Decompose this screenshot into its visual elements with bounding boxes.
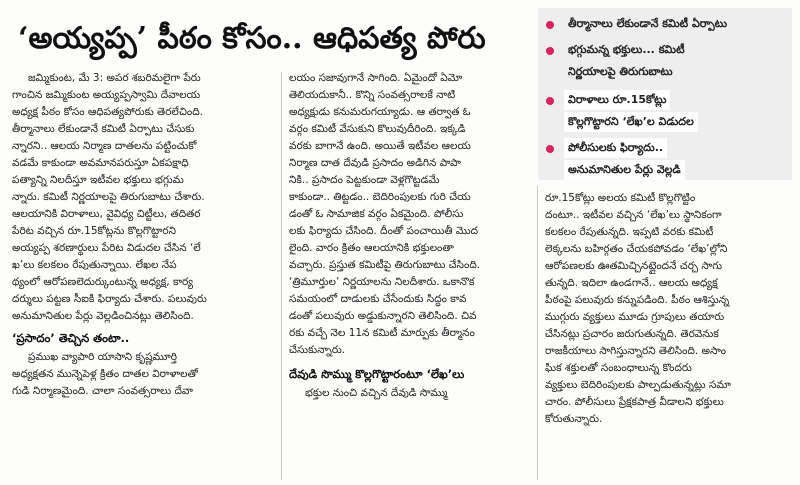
column-divider	[537, 186, 538, 480]
text-line: తీర్మానాలు లేకుండానే కమిటీ ఏర్పాటు చేసుకు	[12, 123, 195, 135]
text-line: లకు ఫిర్యాదు చేసింది. దీంతో పంచాయితీ మొద	[289, 225, 479, 237]
highlight-line: తీర్మానాలు లేకుండానే కమిటీ ఏర్పాటు	[568, 17, 728, 30]
text-line: న్నారు. కమిటీ నిర్ణయాలపై తిరుగుబాటు చేశారు.	[12, 191, 205, 203]
text-line: భక్తుల నుంచి వచ్చిన దేవుడి సొమ్ము	[305, 387, 448, 399]
article-column-1	[12, 70, 274, 400]
text-line: నికి.. ప్రసాదం పెట్టకుండా వెళ్లగొట్టడమే	[289, 174, 440, 186]
bullet-icon	[546, 47, 554, 55]
text-line: రూ.15కోట్లు అలయ కమిటీ కొల్లగొట్టిం	[545, 192, 696, 204]
article-column-2	[289, 70, 531, 402]
text-line: డంతో ఓ సామాజిక వర్గం ఏకమైంది. పోలీసు	[289, 208, 464, 220]
text-line: పత్యాన్ని నిలదీస్తూ ఇటీవల భక్తులు భగ్గుమ	[12, 174, 184, 186]
text-line: ఖ’లు కలకలం రేపుతున్నాయి. లేఖల నేప	[12, 259, 177, 271]
highlight-line: నిర్ణయాలపై తిరుగుబాటు	[568, 65, 673, 78]
text-line: పేరిట వచ్చిన రూ.15కోట్లను కొల్లగొట్టారని	[12, 225, 177, 237]
highlight-item-3	[544, 90, 788, 134]
highlight-line: విరాళాలు రూ.15కోట్లు	[564, 90, 670, 110]
text-line: తున్నది. ఇదిలా ఉండగానే.. ఆలయ అధ్యక్ష	[545, 277, 718, 289]
text-line: ఘిక శక్తులతో సంబంధాలున్న కొందరు	[545, 362, 692, 374]
column-2-paragraph-2	[289, 385, 531, 402]
highlights-box	[538, 8, 792, 180]
highlight-item-4	[544, 138, 788, 182]
text-line: లైంది. వారం క్రితం ఆలయానికి భక్తులంతా	[289, 242, 454, 254]
text-line: వచ్చారు. ప్రస్తుత కమిటీపై తిరుగుబాటు చేసింది.	[289, 259, 481, 271]
text-line: లెక్కలను బహిర్గతం చేయకపోవడం ‘లేఖ’ల్లోని	[545, 243, 728, 255]
highlight-line: అనుమానితుల పేర్లు వెల్లడి	[564, 160, 685, 180]
highlight-line: కొల్లగొట్టారని ‘లేఖ’ల విడుదల	[564, 112, 698, 132]
text-line: థ్యంలో ఆరోపణలెదుర్కుంటున్న అధ్యక్ష, కార్య	[12, 276, 194, 288]
bullet-icon	[546, 145, 554, 153]
bullet-icon	[546, 97, 554, 105]
text-line: దర్శులు పట్టణ సీఐకి ఫిర్యాదు చేశారు. పలువురు	[12, 293, 207, 305]
text-line: కోరుతున్నారు.	[545, 413, 603, 425]
text-line: పీఠంపై పలువురు కన్నుపడింది. పీఠం ఆశిస్తున్న	[545, 294, 730, 306]
column-divider	[281, 72, 282, 480]
text-line: ఆరోపణలకు ఊతమిచ్చినట్లైందనే చర్చ సాగు	[545, 260, 722, 272]
text-line: న్నారని.. ఆలయ నిర్మాణ దాతలను పట్టించుకో	[12, 140, 197, 152]
text-line: వడమే కాకుండా అవమానపరుస్తూ ఏకపక్షాధి	[12, 157, 189, 169]
text-line: గాంచిన జమ్మికుంట అయ్యప్పస్వామి దేవాలయ	[12, 89, 201, 101]
text-line: అధ్యక్ష పీఠం కోసం ఆధిపత్యపోరుకు తెరలేచింది.	[12, 106, 203, 118]
text-line: అధ్యక్షుడు కనుమరుగయ్యాడు. ఆ తర్వాత ఓ	[289, 106, 471, 118]
text-line: కలకలం రేపుతున్నది. ఇప్పటి వరకు కమిటీ	[545, 226, 714, 238]
text-line: అధ్యక్షతన మున్నెపెళ్ల క్రితం దాతల విరాళాలతో	[12, 368, 198, 380]
text-line: రకు వచ్చే నెల 11న కమిటీ మార్పుకు తీర్మానం	[289, 327, 475, 339]
text-line: దంటూ.. ఇటీవల వచ్చిన ‘లేఖ’లు స్థానికంగా	[545, 209, 722, 221]
column-2-paragraph-1	[289, 70, 531, 359]
text-line: రాజకీయాలు సాగిస్తున్నారని తెలిసింది. అసాం	[545, 345, 727, 357]
text-line: చారం. పోలీసులు ప్రేక్షకపాత్ర వీడాలని భక్తులు	[545, 396, 724, 408]
text-line: జమ్మికుంట, మే 3: అపర శబరిమలైగా పేరు	[28, 72, 201, 84]
text-line: గుడి నిర్మాణమైంది. చాలా సంవత్సరాలు దేవా	[12, 385, 193, 397]
text-line: తెలియదుకానీ.. కొన్ని సంవత్సరాలకే నాటి	[289, 89, 456, 101]
highlight-line: భగ్గుమన్న భక్తులు... కమిటీ	[568, 43, 685, 56]
column-3-paragraph-1	[545, 190, 789, 428]
section-subheading: ‘ప్రసాదం’ తెచ్చిన తంటా..	[12, 331, 130, 345]
text-line: ముగ్గురు వ్యక్తులు మూడు గ్రూపులు తయారు	[545, 311, 725, 323]
text-line: వరకు బాగానే ఉంది. అయితే ఇటీవల ఆలయ	[289, 140, 471, 152]
text-line: సమయంలో దాడులకు చేసేందుకు సిద్ధం కావ	[289, 293, 467, 305]
text-line: చేసుకున్నారు.	[289, 344, 346, 356]
highlight-item-1	[544, 14, 788, 36]
highlight-line: పోలీసులకు ఫిర్యాదు..	[564, 138, 667, 158]
text-line: కాకుండా.. తిట్టడం.. బెదిరింపులకు గురి చేయ	[289, 191, 471, 203]
column-1-paragraph-1	[12, 70, 274, 325]
text-line: ‘త్రిమూర్తుల’ నిర్ణయాలను నిలదీశారు. ఒకానొక	[289, 276, 475, 288]
text-line: వర్గం కమిటీ వేసుకుని కొలువుదీరింది. ఇక్కడి	[289, 123, 466, 135]
text-line: ప్రముఖ వ్యాపారి యాసాని కృష్ణమూర్తి	[28, 351, 177, 363]
text-line: నిర్మాణ దాత దేవుడి ప్రసాదం అడిగిన పాపా	[289, 157, 462, 169]
text-line: ఆలయానికి విరాళాలు, వైవిధ్య చిట్టీలు, తదితర	[12, 208, 201, 220]
text-line: లయం సజావుగానే సాగింది. ఏమైందో ఏమో	[289, 72, 463, 84]
column-1-paragraph-2	[12, 349, 274, 400]
text-line: వ్యక్తులు బెదిరింపులకు పాల్పడుతున్నట్లు సమా	[545, 379, 731, 391]
section-subheading: దేవుడి సొమ్ము కొల్లగొట్టారంటూ ‘లేఖ’లు	[289, 367, 465, 381]
text-line: చేసినట్లు ప్రచారం జరుగుతున్నది. తెరవెనుక	[545, 328, 719, 340]
text-line: అయ్యప్ప శరణార్థులు పేరిట విడుదల చేసిన ‘లే	[12, 242, 201, 254]
highlight-item-2	[544, 40, 788, 84]
headline: ‘అయ్యప్ప’ పీఠం కోసం.. ఆధిపత్య పోరు	[18, 21, 486, 56]
article-column-3	[545, 190, 789, 428]
text-line: అనుమానితుల పేర్లు వెల్లడించినట్లు తెలిసింది.	[12, 310, 194, 322]
text-line: డంతో పలువురు అడ్డుకున్నారని తెలిసింది. చివ	[289, 310, 477, 322]
bullet-icon	[546, 21, 554, 29]
